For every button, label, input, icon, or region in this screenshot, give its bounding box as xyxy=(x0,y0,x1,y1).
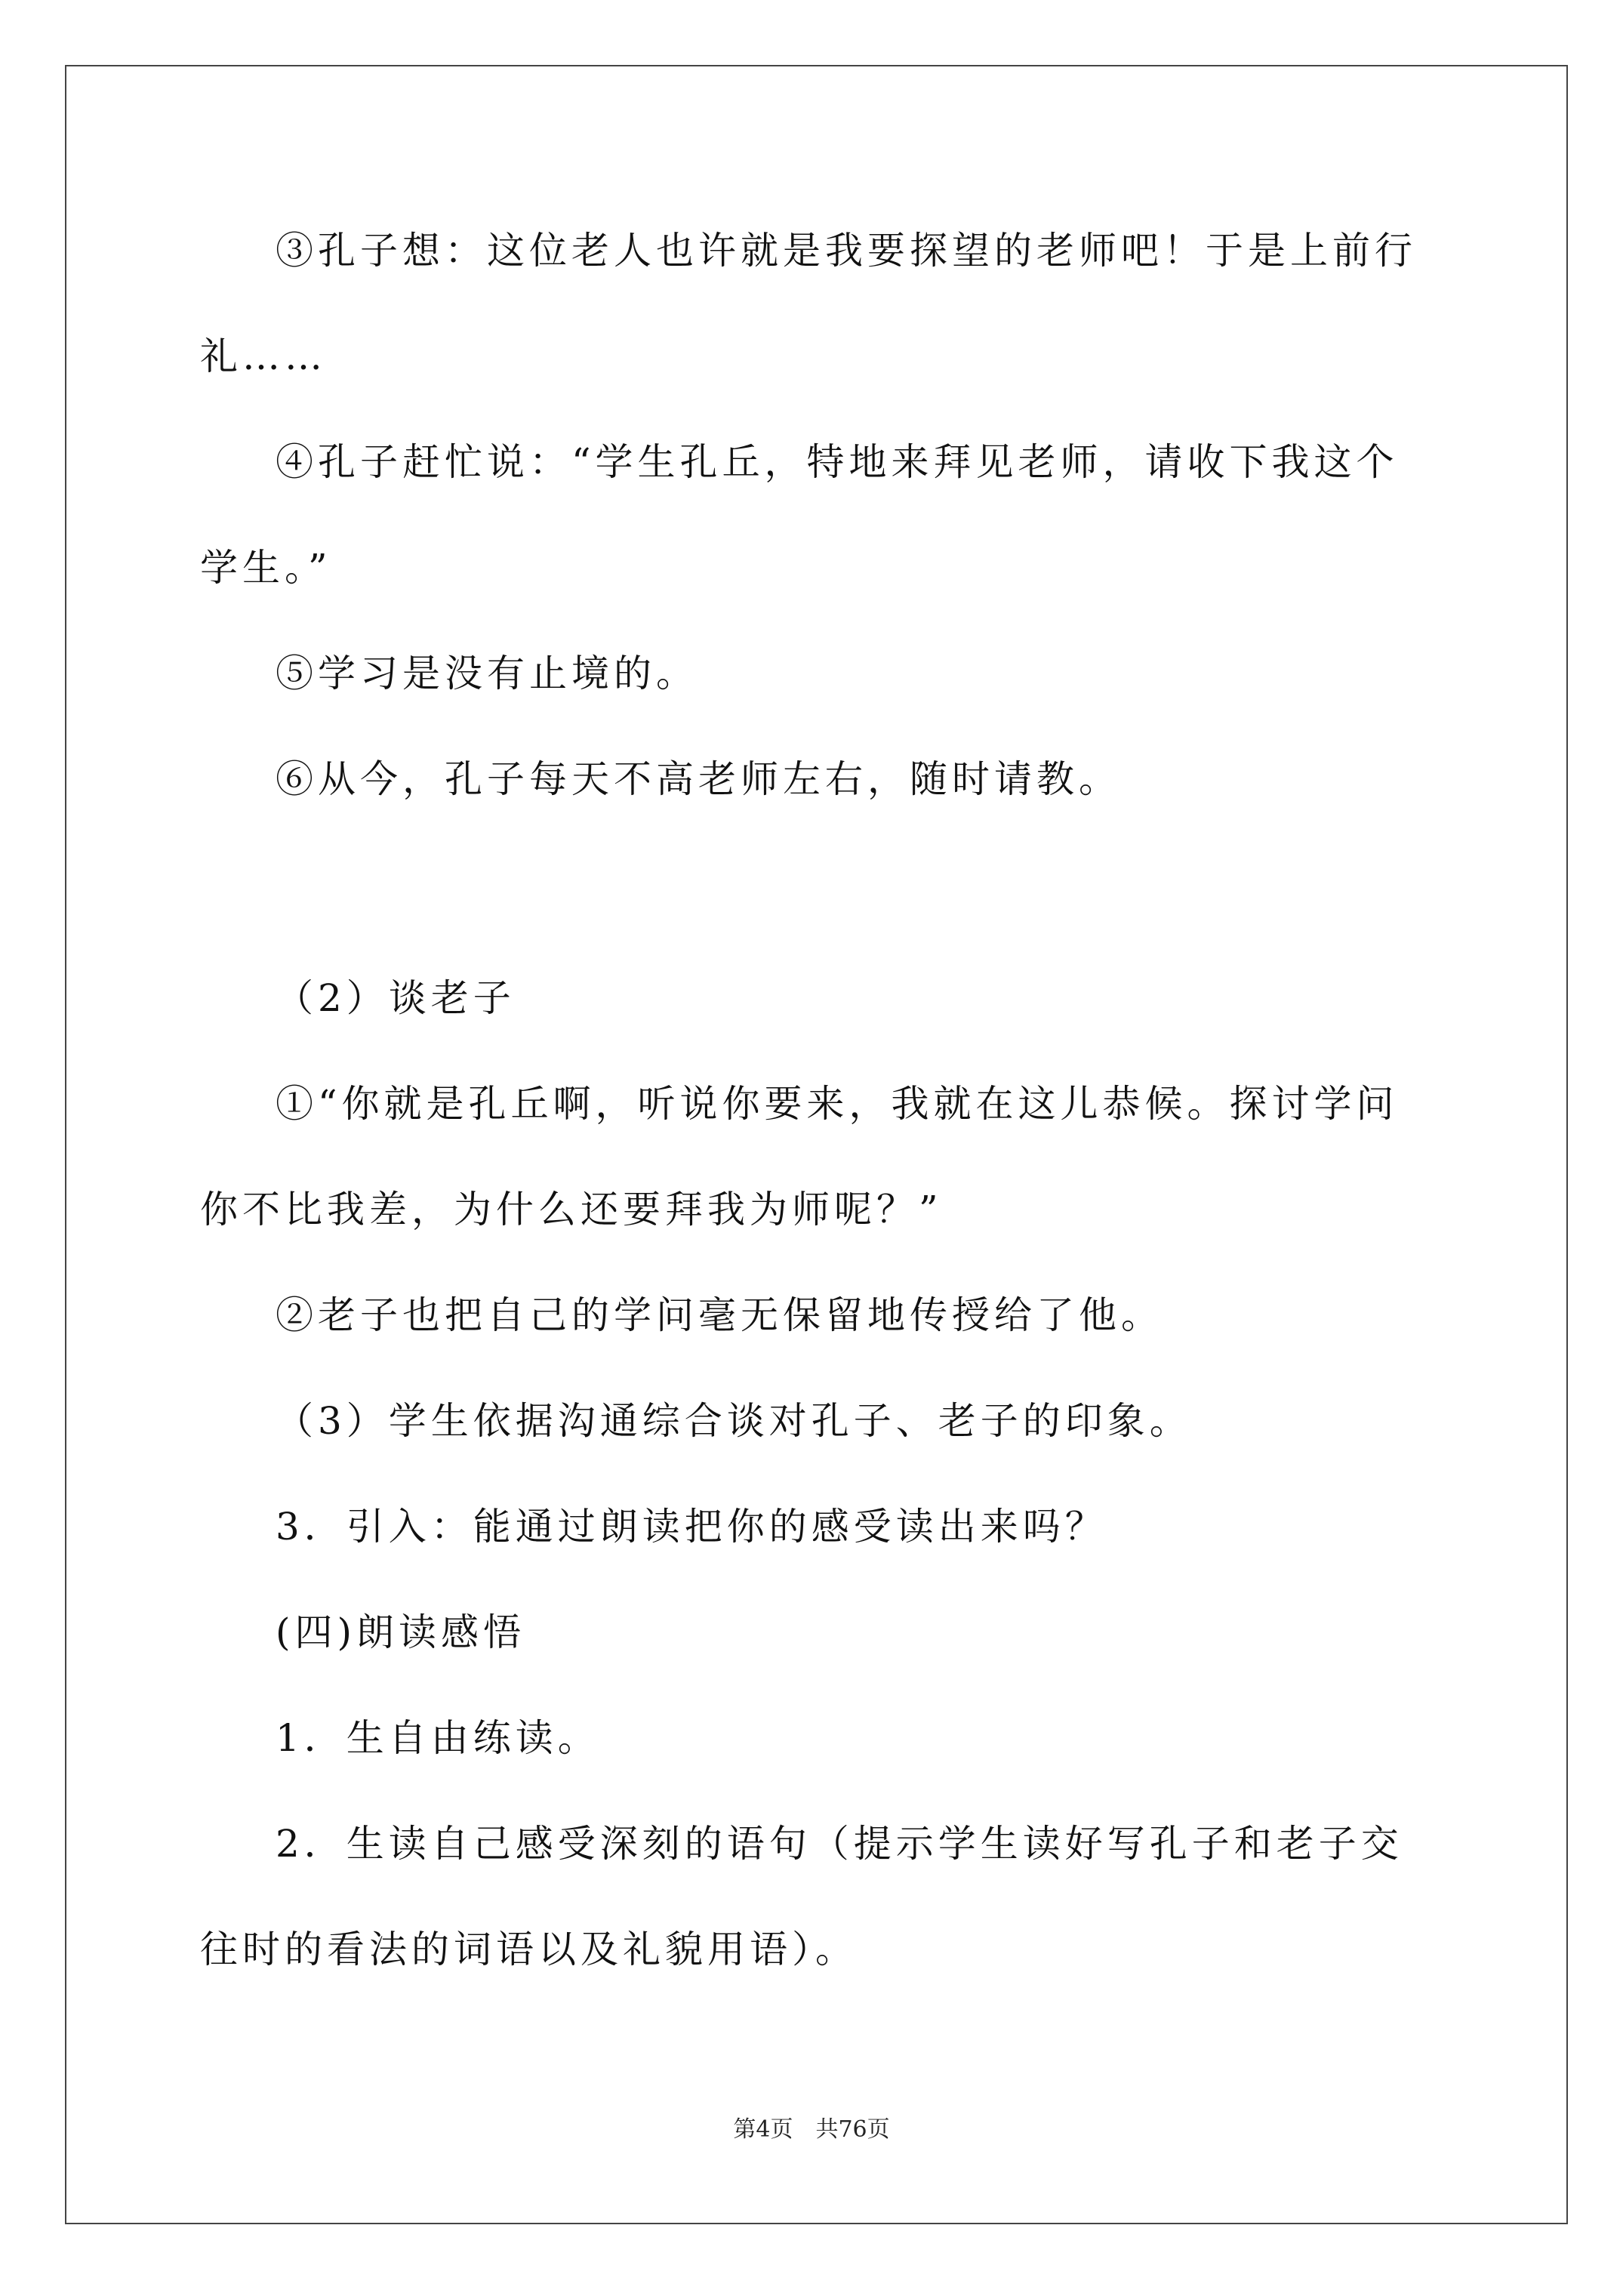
section-heading-laozi: （2）谈老子 xyxy=(276,976,516,1020)
section-heading-reading: (四)朗读感悟 xyxy=(276,1610,526,1654)
paragraph-learning-endless: ⑤学习是没有止境的。 xyxy=(276,652,698,695)
page-number-total: 共76页 xyxy=(815,2116,890,2143)
paragraph-free-practice: 1．生自由练读。 xyxy=(276,1716,600,1760)
page-footer xyxy=(0,2110,1623,2143)
paragraph-laozi-quote: ①“你就是孔丘啊，听说你要来，我就在这儿恭候。探讨学问你不比我差，为什么还要拜我为师呢？” xyxy=(200,1082,1399,1231)
paragraph-students-discuss: （3）学生依据沟通综合谈对孔子、老子的印象。 xyxy=(276,1399,1192,1443)
paragraph-from-now-on: ⑥从今，孔子每天不高老师左右，随时请教。 xyxy=(276,757,1121,801)
paragraph-confucius-thinks: ③孔子想：这位老人也许就是我要探望的老师吧！于是上前行礼…… xyxy=(200,229,1417,378)
page-number-current: 第4页 xyxy=(733,2116,793,2143)
paragraph-read-sentences: 2．生读自己感受深刻的语句（提示学生读好写孔子和老子交往时的看法的词语以及礼貌用语）。 xyxy=(200,1822,1403,1971)
paragraph-introduce-reading: 3．引入：能通过朗读把你的感受读出来吗？ xyxy=(276,1505,1107,1549)
paragraph-confucius-says: ④孔子赶忙说：“学生孔丘，特地来拜见老师，请收下我这个学生。” xyxy=(200,440,1399,590)
paragraph-laozi-teaches: ②老子也把自己的学问毫无保留地传授给了他。 xyxy=(276,1293,1163,1337)
